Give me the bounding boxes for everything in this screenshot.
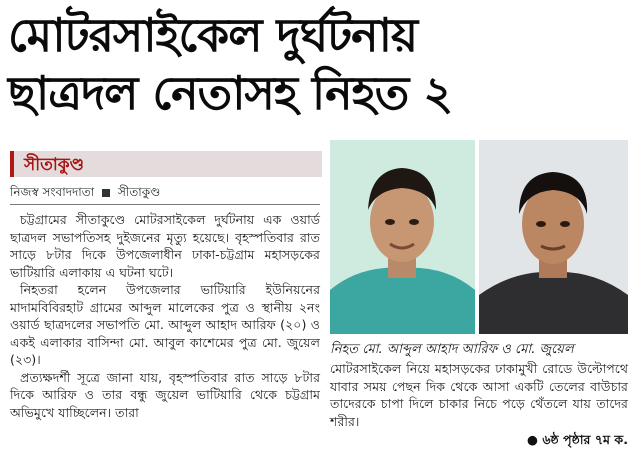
body-paragraph-2: নিহতরা হলেন উপজেলার ভাটিয়ারি ইউনিয়নের মাদামবিবিরহাট গ্রামের আব্দুল মালেকের পুত্র ও স্থানীয় ২নং ওয়ার্ড ছাত্রদলের সভাপতি মো. আব্দুল আহাদ আরিফ (২০) ও একই এলাকার বাসিন্দা মো. আবুল কাশেমের পুত্র মো. জুয়েল (২৩)। (10, 282, 320, 367)
continued-on-page[interactable]: ● ৬ষ্ঠ পৃষ্ঠার ৭ম ক. (526, 432, 628, 447)
body-paragraph-3: প্রত্যক্ষদর্শী সূত্রে জানা যায়, বৃহস্পতিবার রাত সাড়ে ৮টার দিকে আরিফ ও তার বন্ধু জুয়েল ভাটিয়ারি থেকে চট্টগ্রাম অভিমুখে যাচ্ছিলেন। তারা (10, 369, 320, 420)
portrait-arif-image (330, 140, 475, 334)
headline-line-1: মোটরসাইকেল দুর্ঘটনায় (8, 8, 418, 62)
headline-line-2: ছাত্রদল নেতাসহ নিহত ২ (8, 66, 453, 120)
byline-place: সীতাকুণ্ড (117, 185, 161, 199)
byline-author: নিজস্ব সংবাদদাতা (10, 185, 95, 199)
right-body-paragraph: মোটরসাইকেল নিয়ে মহাসড়কের ঢাকামুখী রোডে উল্টোপথে যাবার সময় পেছন দিক থেকে আসা একটি তেলের বাউচার তাদেরকে চাপা দিলে চাকার নিচে পড়ে থেঁতলে যায় তাদের শরীর। (330, 361, 628, 429)
right-column-body (330, 360, 628, 430)
article-body (10, 211, 320, 421)
photo-caption: নিহত মো. আব্দুল আহাদ আরিফ ও মো. জুয়েল (330, 342, 574, 357)
photo-arif (330, 140, 475, 334)
location-kicker (10, 151, 322, 177)
byline-divider (10, 204, 320, 205)
photo-juyel (479, 140, 628, 334)
byline (10, 184, 318, 204)
portrait-juyel-image (479, 140, 628, 334)
square-bullet-icon (102, 189, 110, 197)
kicker-label: সীতাকুণ্ড (24, 155, 85, 175)
body-paragraph-1: চট্টগ্রামের সীতাকুণ্ডে মোটরসাইকেল দুর্ঘটনায় এক ওয়ার্ড ছাত্রদল সভাপতিসহ দুইজনের মৃত্যু হয়েছে। বৃহস্পতিবার রাত সাড়ে ৮টার দিকে উপজেলাধীন ঢাকা-চট্টগ্রাম মহাসড়কের ভাটিয়ারি এলাকায় এ ঘটনা ঘটে। (10, 212, 320, 280)
headline (8, 6, 630, 122)
